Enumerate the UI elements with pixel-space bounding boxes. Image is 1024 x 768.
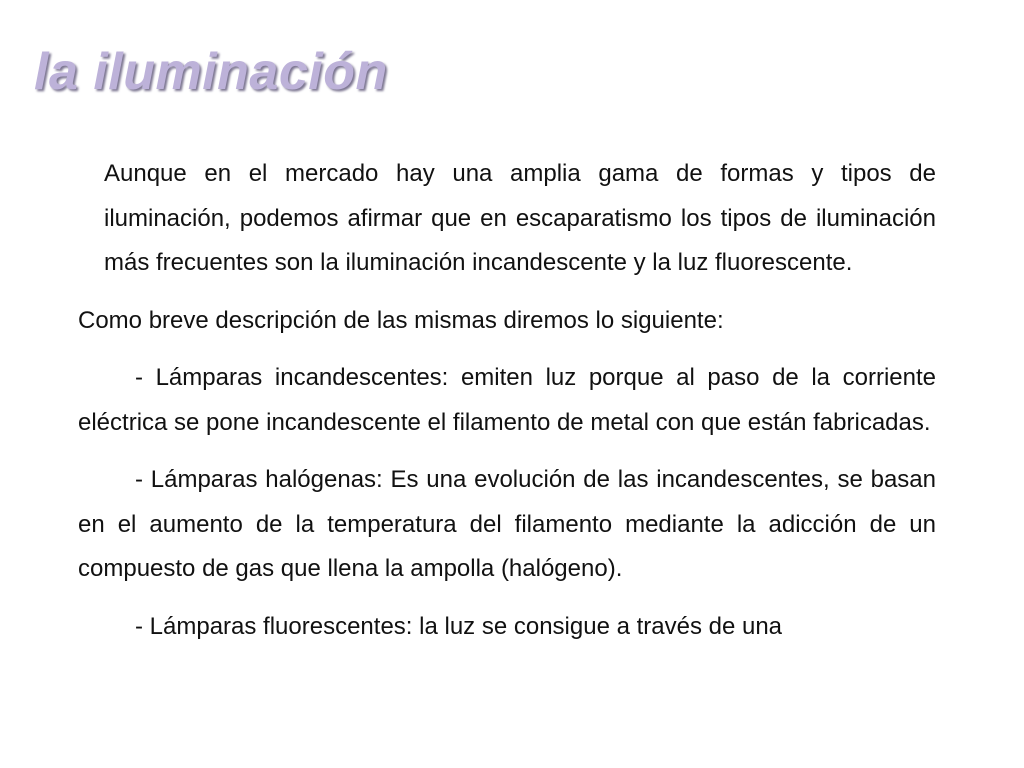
paragraph-intro: Aunque en el mercado hay una amplia gama de formas y tipos de iluminación, podemos afirmar que en escaparatismo los tipos de iluminación más frecuentes son la iluminación incandescente y la luz fluorescente. (104, 160, 936, 276)
slide-body (78, 152, 936, 662)
paragraph-incandescent: - Lámparas incandescentes: emiten luz porque al paso de la corriente eléctrica se pone incandescente el filamento de metal con que están fabricadas. (78, 364, 936, 436)
paragraph-description-lead: Como breve descripción de las mismas diremos lo siguiente: (78, 306, 724, 334)
slide-title: la iluminación (34, 43, 388, 101)
paragraph-halogen: - Lámparas halógenas: Es una evolución de las incandescentes, se basan en el aumento de la temperatura del filamento mediante la adicción de un compuesto de gas que llena la ampolla (halógeno). (78, 466, 936, 582)
paragraph-fluorescent: - Lámparas fluorescentes: la luz se consigue a través de una (135, 612, 783, 640)
